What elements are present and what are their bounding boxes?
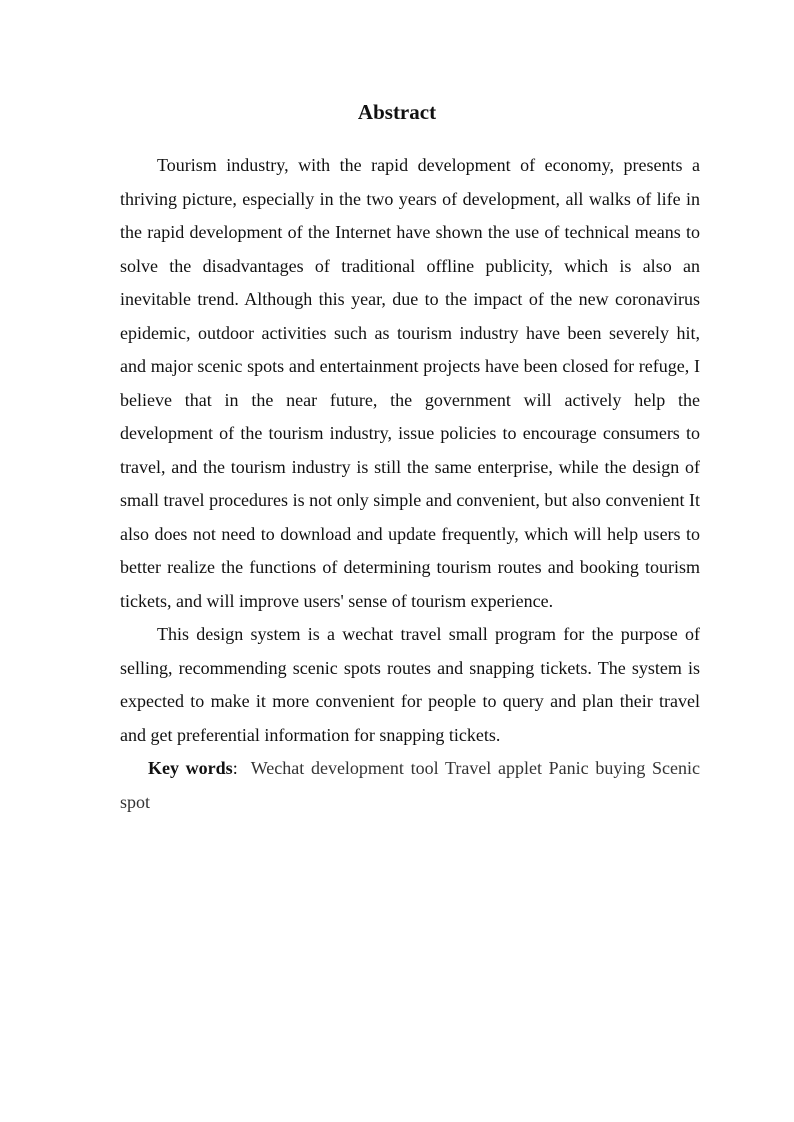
keywords-separator: : [232,758,238,778]
page-title: Abstract [357,100,437,124]
abstract-paragraph-2: This design system is a wechat travel small program for the purpose of selling, recommending scenic spots routes and snapping tickets. The system is expected to make it more convenient for people to query and plan their travel and get preferential information for snapping tickets. [120,624,700,745]
abstract-body [120,149,700,819]
keywords-text: Wechat development tool Travel applet Panic buying Scenic spot [120,758,700,812]
keywords-label: Key words [148,758,233,778]
keywords-line [120,752,700,819]
abstract-paragraph-1: Tourism industry, with the rapid development of economy, presents a thriving picture, especially in the two years of development, all walks of life in the rapid development of the Internet have shown the use of technical means to solve the disadvantages of traditional offline publicity, which is also an inevitable trend. Although this year, due to the impact of the new coronavirus epidemic, outdoor activities such as tourism industry have been severely hit, and major scenic spots and entertainment projects have been closed for refuge, I believe that in the near future, the government will actively help the development of the tourism industry, issue policies to encourage consumers to travel, and the tourism industry is still the same enterprise, while the design of small travel procedures is not only simple and convenient, but also convenient It also does not need to download and update frequently, which will help users to better realize the functions of determining tourism routes and booking tourism tickets, and will improve users' sense of tourism experience. [120,155,700,611]
